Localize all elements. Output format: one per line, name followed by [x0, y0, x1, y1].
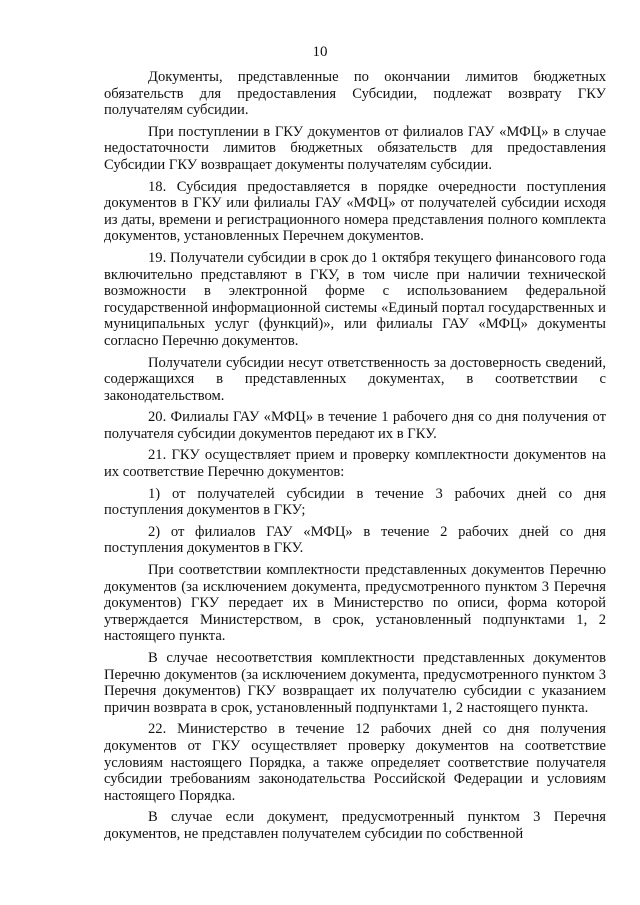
- paragraph-item-18: 18. Субсидия предоставляется в порядке очередности поступления документов в ГКУ или филиалы ГАУ «МФЦ» от получателей субсидии исходя из даты, времени и регистрационного номера представления полного комплекта документов, установленных Перечнем документов.: [104, 178, 606, 245]
- page-number: 10: [312, 44, 328, 60]
- paragraph-subitem-2: 2) от филиалов ГАУ «МФЦ» в течение 2 рабочих дней со дня поступления документов в ГКУ.: [104, 523, 606, 557]
- paragraph-responsibility: Получатели субсидии несут ответственность за достоверность сведений, содержащихся в представленных документах, в соответствии с законодательством.: [104, 354, 606, 404]
- paragraph-item-19: 19. Получатели субсидии в срок до 1 октября текущего финансового года включительно представляют в ГКУ, в том числе при наличии технической возможности в электронной форме с использованием федеральной государственной информационной системы «Единый портал государственных и муниципальных услуг (функций)», или филиалы ГАУ «МФЦ» документы согласно Перечню документов.: [104, 249, 606, 349]
- paragraph-subitem-1: 1) от получателей субсидии в течение 3 рабочих дней со дня поступления документов в ГКУ;: [104, 485, 606, 519]
- paragraph-completeness-noncompliance: В случае несоответствия комплектности представленных документов Перечню документов (за исключением документа, предусмотренного пунктом 3 Перечня документов) ГКУ возвращает их получателю субсидии с указанием причин возврата в срок, установленный подпунктами 1, 2 настоящего пункта.: [104, 650, 606, 716]
- paragraph-completeness-compliance: При соответствии комплектности представленных документов Перечню документов (за исключением документа, предусмотренного пунктом 3 Перечня документов) ГКУ передает их в Министерство по описи, форма которой утверждается Министерством, в срок, установленный подпунктами 1, 2 настоящего пункта.: [104, 562, 606, 645]
- paragraph-item-20: 20. Филиалы ГАУ «МФЦ» в течение 1 рабочего дня со дня получения от получателя субсидии документов передают их в ГКУ.: [104, 409, 606, 442]
- paragraph-document-not-submitted: В случае если документ, предусмотренный пунктом 3 Перечня документов, не представлен получателем субсидии по собственной: [104, 809, 606, 842]
- paragraph-item-22: 22. Министерство в течение 12 рабочих дней со дня получения документов от ГКУ осуществляет проверку документов на соответствие условиям настоящего Порядка, а также определяет соответствие получателя субсидии требованиям законодательства Российской Федерации и условиям настоящего Порядка.: [104, 721, 606, 804]
- paragraph-item-21: 21. ГКУ осуществляет прием и проверку комплектности документов на их соответствие Перечню документов:: [104, 447, 606, 481]
- document-body: [104, 69, 606, 848]
- paragraph-return-on-limits: Документы, представленные по окончании лимитов бюджетных обязательств для предоставления Субсидии, подлежат возврату ГКУ получателям субсидии.: [104, 69, 606, 119]
- paragraph-mfc-insufficient-limits: При поступлении в ГКУ документов от филиалов ГАУ «МФЦ» в случае недостаточности лимитов бюджетных обязательств для предоставления Субсидии ГКУ возвращает документы получателям субсидии.: [104, 123, 606, 173]
